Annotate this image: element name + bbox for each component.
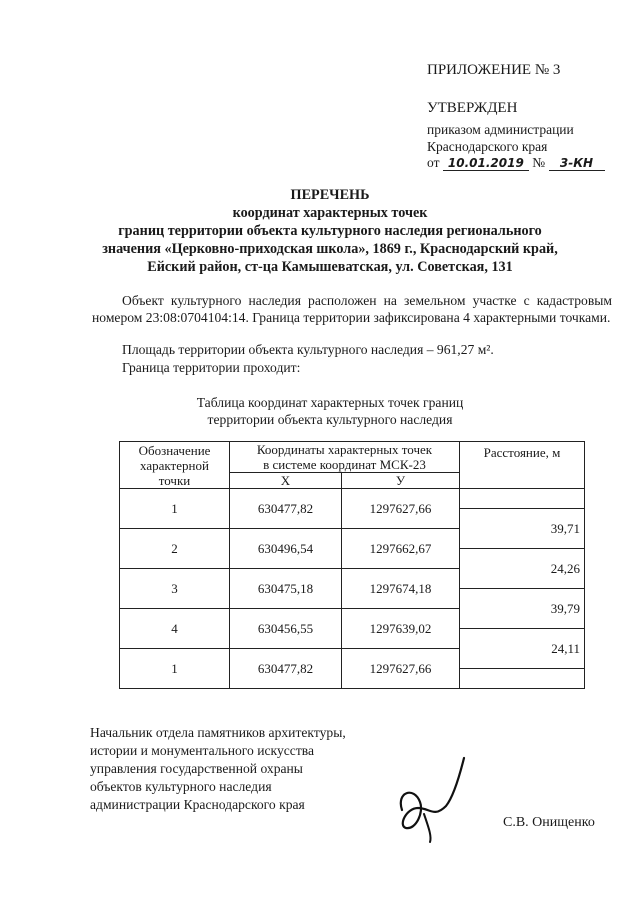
point-x: 630477,82 (230, 649, 342, 689)
title-line-4: значения «Церковно-приходская школа», 1869 г., Краснодарский край, (102, 241, 558, 257)
header-point-line-3: точки (158, 472, 191, 488)
table-caption-line-2: территории объекта культурного наследия (207, 412, 453, 427)
date-prefix: от (427, 155, 440, 170)
paragraph-area: Площадь территории объекта культурного наследия – 961,27 м². (122, 342, 494, 357)
title-line-5: Ейский район, ст-ца Камышеватская, ул. Советская, 131 (147, 259, 513, 275)
header-point-cell (120, 442, 230, 489)
position-line-3: управления государственной охраны (90, 761, 303, 776)
header-distance-cell: Расстояние, м (460, 442, 585, 489)
order-date-line (427, 155, 605, 171)
title-line-2: координат характерных точек (232, 205, 428, 221)
header-x: X (230, 473, 342, 489)
distance-spacer (460, 669, 585, 689)
title-line-3: границ территории объекта культурного наследия регионального (118, 223, 542, 239)
table-caption-line-1: Таблица координат характерных точек границ (196, 395, 464, 410)
point-id: 1 (120, 489, 230, 529)
header-coords-line-2: в системе координат МСК-23 (263, 457, 426, 472)
point-x: 630477,82 (230, 489, 342, 529)
point-x: 630496,54 (230, 529, 342, 569)
point-x: 630475,18 (230, 569, 342, 609)
signer-name: С.В. Онищенко (503, 815, 595, 830)
paragraph-boundary: Граница территории проходит: (122, 360, 301, 375)
position-line-2: истории и монументального искусства (90, 743, 315, 758)
position-line-1: Начальник отдела памятников архитектуры, (90, 725, 346, 740)
position-line-5: администрации Краснодарского края (90, 797, 305, 812)
distance-value: 24,26 (460, 549, 585, 589)
coordinates-table (119, 441, 585, 689)
position-line-4: объектов культурного наследия (90, 779, 272, 794)
point-id: 3 (120, 569, 230, 609)
order-reference (427, 121, 574, 155)
distance-spacer (460, 489, 585, 509)
approved-label: УТВЕРЖДЕН (427, 100, 518, 116)
handwritten-signature (394, 752, 466, 844)
signatory-position (90, 724, 346, 814)
distance-value: 39,71 (460, 509, 585, 549)
header-y: У (342, 473, 460, 489)
point-y: 1297627,66 (342, 489, 460, 529)
point-y: 1297674,18 (342, 569, 460, 609)
header-coordinates-cell (230, 442, 460, 473)
header-point-line-2: характерной (140, 457, 209, 473)
table-caption (140, 394, 520, 428)
distance-value: 24,11 (460, 629, 585, 669)
header-coords-line-1: Координаты характерных точек (256, 442, 433, 457)
point-id: 4 (120, 609, 230, 649)
distance-value: 39,79 (460, 589, 585, 629)
appendix-label: ПРИЛОЖЕНИЕ № 3 (427, 62, 561, 78)
title-line-1: ПЕРЕЧЕНЬ (290, 187, 370, 203)
document-title (60, 186, 600, 276)
point-x: 630456,55 (230, 609, 342, 649)
handwritten-date: 10.01.2019 (443, 156, 529, 171)
number-sign: № (532, 155, 546, 170)
point-y: 1297627,66 (342, 649, 460, 689)
point-y: 1297639,02 (342, 609, 460, 649)
paragraph-location: Объект культурного наследия расположен на земельном участке с кадастровым номером 23:08:0704104:14. Граница территории зафиксирована 4 характерными точками. (92, 293, 612, 325)
point-id: 1 (120, 649, 230, 689)
point-id: 2 (120, 529, 230, 569)
handwritten-number: 3-КН (549, 156, 605, 171)
order-line-1: приказом администрации (427, 122, 574, 137)
point-y: 1297662,67 (342, 529, 460, 569)
header-point-line-1: Обозначение (138, 442, 211, 458)
order-line-2: Краснодарского края (427, 139, 548, 154)
